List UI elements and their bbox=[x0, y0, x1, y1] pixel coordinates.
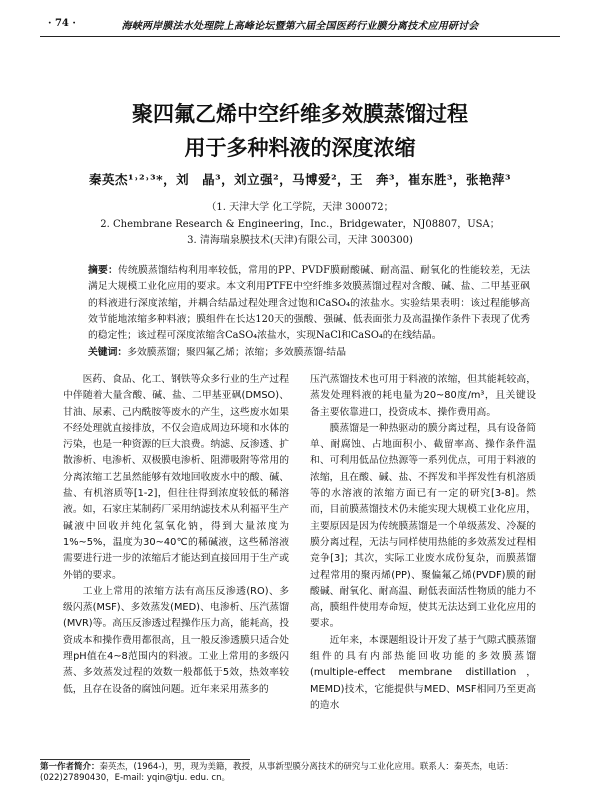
affiliation-3: 3. 清海瑞泉膜技术(天津)有限公司，天津 300300) bbox=[187, 235, 413, 246]
abstract-text: 传统膜蒸馏结构利用率较低，常用的PP、PVDF膜耐酸碱、耐高温、耐氧化的性能较差，无法满足大规模工业化应用的要求。本文利用PTFE中空纤维多效膜蒸馏过程对含酸、碱、盐、二甲基亚砜的料液进行深度浓缩，并耦合结晶过程处理含过饱和CaSO₄的浓盐水。实验结果表明：该过程能够高效节能地浓缩多种料液；膜组件在长达120天的强酸、强碱、低表面张力及高温操作条件下表现了优秀的稳定性；该过程可深度浓缩含CaSO₄浓盐水，实现NaCl和CaSO₄的在线结晶。 bbox=[88, 265, 530, 342]
author-list: 秦英杰¹˒²˒³*，刘 晶³，刘立强²，马博爱²，王 奔³，崔东胜³，张艳萍³ bbox=[89, 172, 511, 187]
keywords bbox=[88, 345, 530, 361]
body-column-right bbox=[310, 372, 536, 714]
title-line-2: 用于多种料液的深度浓缩 bbox=[184, 135, 416, 160]
footnote bbox=[40, 762, 570, 784]
paragraph: 医药、食品、化工、钢铁等众多行业的生产过程中伴随着大量含酸、碱、盐、二甲基亚砜(DMSO)、甘油、尿素、己内酰胺等废水的产生，这些废水如果不经处理就直接排放，不仅会造成周边环境和水体的污染，也是一种资源的巨大浪费。纳滤、反渗透、扩散渗析、电渗析、双极膜电渗析、阻滞吸附等常用的分离浓缩工艺虽然能够有效地回收废水中的酸、碱、盐、有机溶质等[1-2]，但往往得到浓度较低的稀溶液。如，石家庄某制药厂采用纳滤技术从利福平生产碱液中回收并纯化氢氧化钠，得到大量浓度为1%~5%，温度为30~40℃的稀碱液，这些稀溶液需要进行进一步的浓缩后才能达到直接回用于生产或外销的要求。 bbox=[63, 374, 289, 581]
keywords-label: 关键词： bbox=[88, 347, 128, 358]
paragraph: 压汽蒸馏技术也可用于料液的浓缩，但其能耗较高，蒸发处理料液的耗电量为20~80度/m³，且关键设备主要依靠进口，投资成本、操作费用高。 bbox=[310, 374, 536, 418]
affiliation-2: 2. Chembrane Research & Engineering，Inc.，Bridgewater，NJ08807，USA； bbox=[100, 218, 500, 230]
affiliation-1: （1. 天津大学 化工学院，天津 300072； bbox=[206, 202, 394, 213]
title-line-1: 聚四氟乙烯中空纤维多效膜蒸馏过程 bbox=[132, 102, 468, 126]
page-number: · 74 · bbox=[48, 18, 76, 29]
paragraph: 近年来，本课题组设计开发了基于气隙式膜蒸馏组件的具有内部热能回收功能的多效膜蒸馏(multiple-effect membrane distillation，MEMD)技术，它能提供与MED、MSF相同乃至更高的造水 bbox=[310, 634, 536, 711]
abstract bbox=[88, 263, 530, 344]
paragraph: 膜蒸馏是一种热驱动的膜分离过程，具有设备简单、耐腐蚀、占地面积小、截留率高、操作条件温和、可利用低品位热源等一系列优点，可用于料液的浓缩，且在酸、碱、盐、不挥发和半挥发性有机溶质等的水溶液的浓缩方面已有一定的研究[3-8]。然而，目前膜蒸馏技术仍未能实现大规模工业化应用，主要原因是因为传统膜蒸馏是一个单级蒸发、冷凝的膜分离过程，无法与同样使用热能的多效蒸发过程相竞争[3]；其次，实际工业废水成份复杂，而膜蒸馏过程常用的聚丙烯(PP)、聚偏氟乙烯(PVDF)膜的耐酸碱、耐氧化、耐高温、耐低表面活性物质的能力不高，膜组件使用寿命短，使其无法达到工业化应用的要求。 bbox=[310, 422, 536, 630]
footnote-divider bbox=[40, 759, 250, 760]
running-title: 海峡两岸膜法水处理院上高峰论坛暨第六届全国医药行业膜分离技术应用研讨会 bbox=[121, 21, 479, 32]
affiliations bbox=[40, 200, 560, 250]
paragraph: 工业上常用的浓缩方法有高压反渗透(RO)、多级闪蒸(MSF)、多效蒸发(MED)、电渗析、压汽蒸馏(MVR)等。高压反渗透过程操作压力高，能耗高，投资成本和操作费用都很高，且一般反渗透膜只适合处理pH值在4~8范围内的料液。工业上常用的多级闪蒸、多效蒸发过程的效数一般都低于5效，热效率较低，且存在设备的腐蚀问题。近年来采用蒸多的 bbox=[63, 585, 289, 695]
running-header bbox=[40, 10, 560, 37]
footnote-text: 秦英杰，(1964-)，男，现为美籍，教授，从事新型膜分离技术的研究与工业化应用。联系人：秦英杰，电话：(022)27890430，E-mail: yqin@tju. edu. cn。 bbox=[40, 762, 514, 783]
keywords-text: 多效膜蒸馏；聚四氟乙烯；浓缩；多效膜蒸馏-结晶 bbox=[127, 347, 347, 358]
body-column-left bbox=[63, 372, 289, 698]
abstract-label: 摘要： bbox=[88, 265, 119, 276]
footnote-label: 第一作者简介： bbox=[40, 762, 100, 772]
paper-title bbox=[40, 98, 560, 165]
